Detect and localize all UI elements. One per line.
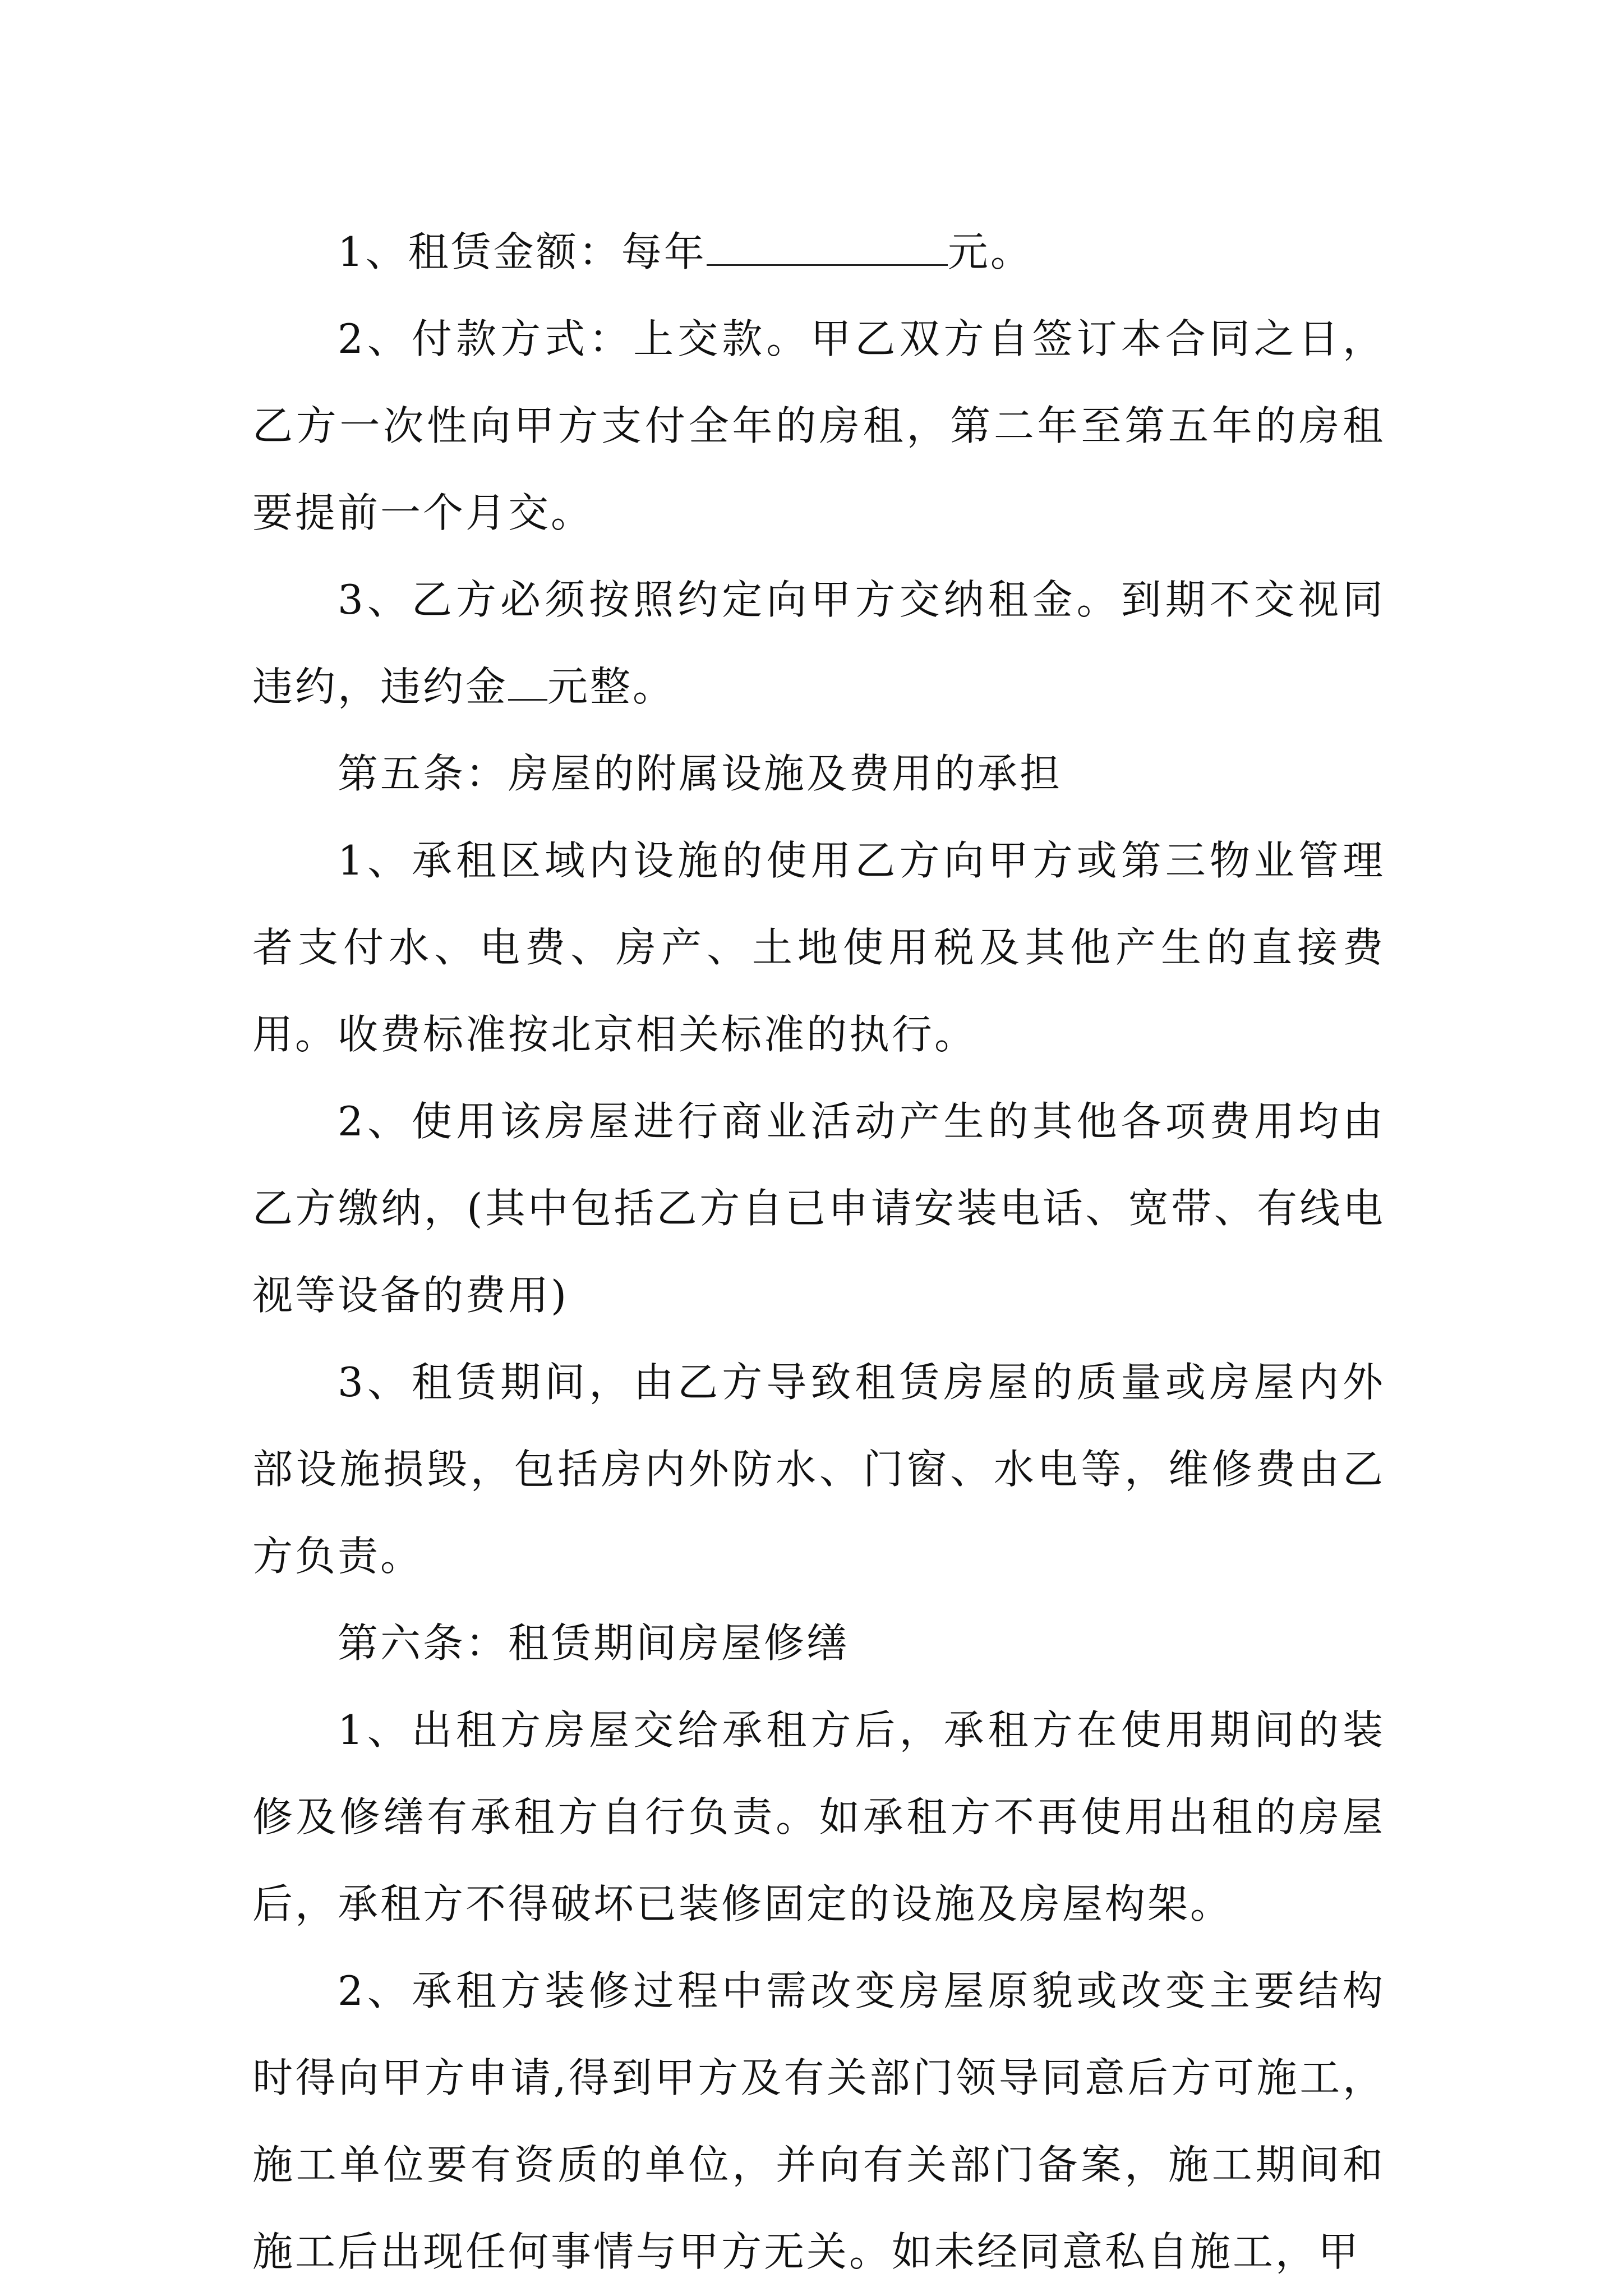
clause-payment-method: 2、付款方式：上交款。甲乙双方自签订本合同之日，乙方一次性向甲方支付全年的房租，第二年至第五年的房租要提前一个月交。	[252, 315, 1385, 536]
document-body	[252, 209, 1385, 2295]
clause-rent-amount	[252, 209, 1385, 296]
clause-rent-amount-text: 1、租赁金额：每年	[338, 228, 707, 275]
article-5-item-1: 1、承租区域内设施的使用乙方向甲方或第三物业管理者支付水、电费、房产、土地使用税及其他产生的直接费用。收费标准按北京相关标准的执行。	[252, 837, 1385, 1058]
clause-payment-deadline-unit: 元整。	[547, 663, 676, 710]
article-6-item-2: 2、承租方装修过程中需改变房屋原貌或改变主要结构时得向甲方申请,得到甲方及有关部门领导同意后方可施工，施工单位要有资质的单位，并向有关部门备案，施工期间和施工后出现任何事情与甲方无关。如未经同意私自施工，甲	[252, 1967, 1385, 2275]
penalty-amount-blank	[508, 660, 547, 701]
clause-payment-deadline-text: 3、乙方必须按照约定向甲方交纳租金。到期不交视同违约，违约金	[252, 576, 1385, 710]
article-6-item-1: 1、出租方房屋交给承租方后，承租方在使用期间的装修及修缮有承租方自行负责。如承租方不再使用出租的房屋后，承租方不得破坏已装修固定的设施及房屋构架。	[252, 1706, 1385, 1927]
article-5-item-2: 2、使用该房屋进行商业活动产生的其他各项费用均由乙方缴纳，(其中包括乙方自已申请安装电话、宽带、有线电视等设备的费用)	[252, 1098, 1385, 1319]
article-6-heading: 第六条：租赁期间房屋修缮	[338, 1619, 850, 1667]
article-5-heading: 第五条：房屋的附属设施及费用的承担	[338, 750, 1063, 797]
clause-rent-amount-unit: 元。	[947, 228, 1033, 275]
article-5-item-3: 3、租赁期间，由乙方导致租赁房屋的质量或房屋内外部设施损毁，包括房内外防水、门窗、水电等，维修费由乙方负责。	[252, 1359, 1385, 1580]
clause-payment-deadline	[252, 556, 1385, 730]
rent-amount-blank	[707, 225, 948, 266]
